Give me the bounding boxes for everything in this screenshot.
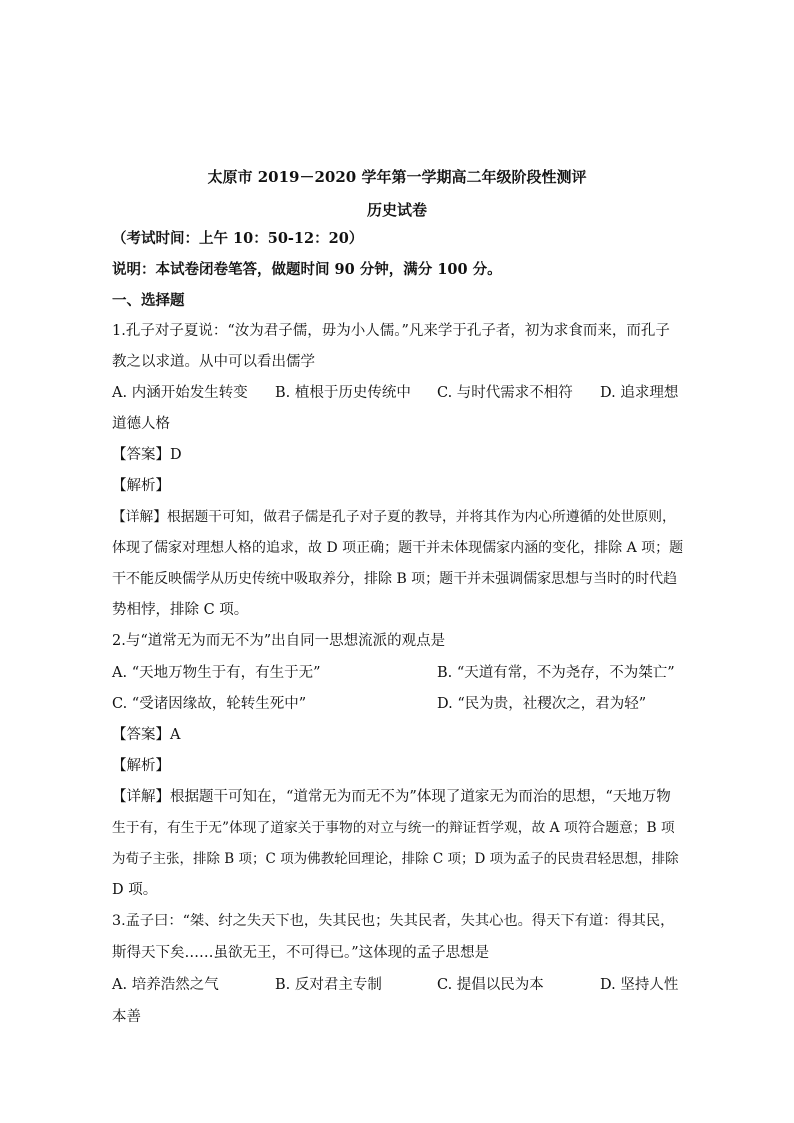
q1-analysis-label: 【解析】 <box>112 478 170 494</box>
q1-stem-line1: 1.孔子对子夏说：“汝为君子儒，毋为小人儒。”凡来学于孔子者，初为求食而来，而孔子 <box>112 323 670 339</box>
q1-detail-line1: 【详解】根据题干可知，做君子儒是孔子对子夏的教导，并将其作为内心所遵循的处世原则， <box>112 509 676 525</box>
q1-option-c: C. 与时代需求不相符 <box>437 385 573 401</box>
q1-option-d-cont: 道德人格 <box>112 416 170 432</box>
instructions: 说明：本试卷闭卷笔答，做题时间 90 分钟，满分 100 分。 <box>112 261 502 278</box>
section-heading: 一、选择题 <box>112 292 185 309</box>
q3-option-d: D. 坚持人性 <box>600 977 679 993</box>
q2-option-c: C. “受诸因缘故，轮转生死中” <box>112 696 307 712</box>
q1-detail-line3: 干不能反映儒学从历史传统中吸取养分，排除 B 项；题干并未强调儒家思想与当时的时代趋 <box>112 571 678 587</box>
q2-answer: 【答案】A <box>112 727 181 743</box>
q1-stem-line2: 教之以求道。从中可以看出儒学 <box>112 354 315 370</box>
q1-detail-line2: 体现了儒家对理想人格的追求，故 D 项正确；题干并未体现儒家内涵的变化，排除 A 项；题 <box>112 540 684 556</box>
q2-detail-line1: 【详解】根据题干可知在，“道常无为而无不为”体现了道家无为而治的思想，“天地万物 <box>112 789 671 805</box>
q2-stem: 2.与“道常无为而无不为”出自同一思想流派的观点是 <box>112 633 446 649</box>
exam-title: 太原市 2019－2020 学年第一学期高二年级阶段性测评 <box>207 168 587 186</box>
q2-option-b: B. “天道有常，不为尧存，不为桀亡” <box>437 665 675 681</box>
q3-option-b: B. 反对君主专制 <box>275 977 382 993</box>
q2-detail-line2: 生于有，有生于无”体现了道家关于事物的对立与统一的辩证哲学观，故 A 项符合题意；B 项 <box>112 820 675 836</box>
q3-stem-line1: 3.孟子曰：“桀、纣之失天下也，失其民也；失其民者，失其心也。得天下有道：得其民， <box>112 913 675 929</box>
q3-option-a: A. 培养浩然之气 <box>112 977 219 993</box>
q2-option-d: D. “民为贵，社稷次之，君为轻” <box>437 696 647 712</box>
q1-option-d: D. 追求理想 <box>600 385 679 401</box>
exam-subtitle: 历史试卷 <box>366 201 427 219</box>
exam-time: （考试时间：上午 10：50-12：20） <box>112 230 364 247</box>
q3-option-d-cont: 本善 <box>112 1009 141 1025</box>
q1-answer: 【答案】D <box>112 447 182 463</box>
q1-option-b: B. 植根于历史传统中 <box>275 385 411 401</box>
q3-option-c: C. 提倡以民为本 <box>437 977 544 993</box>
q2-analysis-label: 【解析】 <box>112 758 170 774</box>
q2-detail-line3: 为荀子主张，排除 B 项；C 项为佛教轮回理论，排除 C 项；D 项为孟子的民贵君轻思想，排除 <box>112 851 679 867</box>
q1-option-a: A. 内涵开始发生转变 <box>112 385 248 401</box>
q1-detail-line4: 势相悖，排除 C 项。 <box>112 602 249 618</box>
q2-option-a: A. “天地万物生于有，有生于无” <box>112 665 321 681</box>
q3-stem-line2: 斯得天下矣……虽欲无王，不可得已。”这体现的孟子思想是 <box>112 945 490 961</box>
q2-detail-line4: D 项。 <box>112 882 158 898</box>
